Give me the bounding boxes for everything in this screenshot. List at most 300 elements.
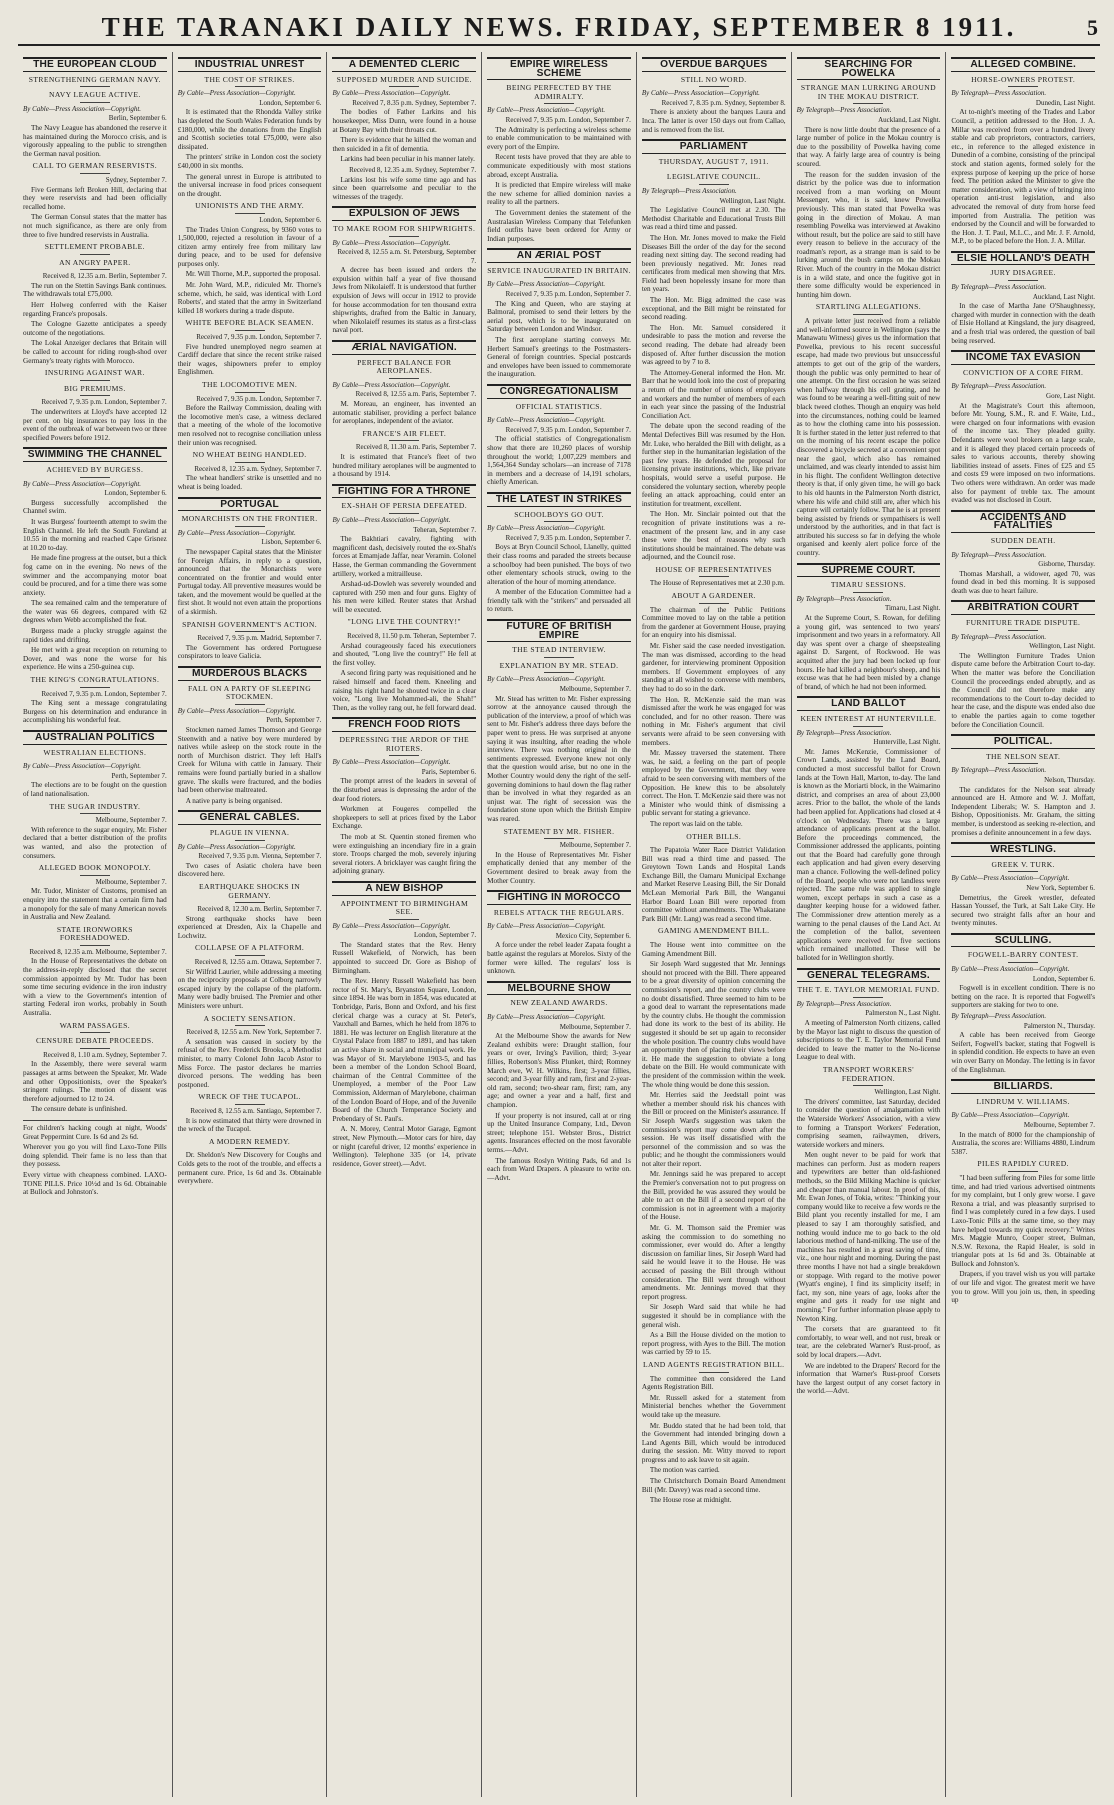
paragraph: The Cologne Gazette anticipates a speedy outcome of the negotiations. — [23, 320, 167, 337]
byline: By Cable—Press Association—Copyright. — [641, 89, 760, 98]
dateline: Received 8, 12.35 a.m. Berlin, September 7. — [42, 272, 167, 281]
subheading: INSURING AGAINST WAR. — [23, 369, 167, 381]
advertisement — [23, 1120, 167, 1197]
paragraph: In the House of Representatives Mr. Fisher emphatically denied that any member of the Government desired to break away from the Mother Country. — [487, 850, 631, 885]
subheading: CALL TO GERMAN RESERVISTS. — [23, 162, 167, 174]
paragraph: At to-night's meeting of the Trades and Labor Council, a petition addressed to the Hon. J. A. Millar was received from over a hundred livery stable and cab proprietors, contractors, carriers, etc., in reference to the alleged existence in Dunedin of a combine, consisting of the principal stock and station agents, formed solely for the express purpose of keeping up the price of horse feed. The petition asked the Minister to give the matter consideration, with a view of bringing into operation anti-trust legislation, and also advocated the removal of duty from horse feed imported from Australia. The petition was endorsed by the Council and will be forwarded to the Hon. J. T. Paul, M.L.C., and Mr. J. F. Arnold, M.P., to be placed before the Hon. J. A. Millar. — [951, 108, 1096, 246]
paragraph: Mr. Stead has written to Mr. Fisher expressing sorrow at the annoyance caused through the publication of the interview, a proof of which was sent to Mr. Fisher's address three days before the paper went to press. He was surprised at anyone saying it was insulting, after reading the whole interview. There was nothing original in the sentiments expressed. Everyone knew not only that the question would arise, but no one in the Mother Country would deny the right of the self-governing dominions to haul down the flag rather than be involved in what they regarded as an unjust war. The right of secession was the foundation stone upon which the British Empire was reared. — [487, 694, 631, 823]
dateline: Received 7, 8.35 p.m. Sydney, September 8. — [661, 98, 786, 107]
article — [642, 57, 786, 134]
subheading: FURNITURE TRADE DISPUTE. — [951, 619, 1095, 631]
paragraph: Mr. Tudor, Minister of Customs, promised an enquiry into the statement that a certain firm had a monopoly for the sale of many American novels in Australia and New Zealand. — [23, 887, 167, 922]
dateline: Wellington, Last Night. — [719, 196, 786, 205]
byline: By Telegraph—Press Association. — [951, 89, 1047, 98]
dateline: London, September 7. — [413, 931, 477, 940]
paragraph: The first aeroplane starting conveys Mr. Herbert Samuel's greetings to the Postmasters-General of foreign countries. Special postcards and envelopes have been issued to commemorate the inauguration. — [487, 336, 631, 379]
dateline: London, September 6. — [259, 98, 322, 107]
article — [487, 981, 631, 1110]
article-heading: PORTUGAL — [178, 497, 322, 512]
article-heading: PARLIAMENT — [642, 139, 786, 154]
article-heading: ELSIE HOLLAND'S DEATH — [951, 251, 1095, 266]
paragraph: A cable has been received from George Seifert, Fogwell's backer, stating that Fogwell is in splendid condition. He expects to have an even win over Barry on Monday. The letting is in favor of the Englishman. — [951, 1031, 1096, 1074]
paragraph: The candidates for the Nelson seat already announced are H. Atmore and W. J. Moffatt, Independent Liberals; W. S. Hampton and J. Bishop, Oppositionists. Mr. Graham, the sitting member, is understood as seeking re-election, and promises a definite announcement in a few days. — [951, 785, 1096, 837]
article-heading: THE LATEST IN STRIKES — [487, 492, 631, 507]
dateline: Teheran, September 7. — [413, 525, 477, 534]
paragraph: Burgess successfully accomplished the Channel swim. — [23, 498, 167, 516]
paragraph: The run on the Stettin Savings Bank continues. The withdrawals total £75,000. — [23, 281, 167, 299]
subheading: GAMING AMENDMENT BILL. — [642, 927, 786, 939]
paragraph: The Hon. Mr. Bigg admitted the case was exceptional, and the Bill might be reinstated for second reading. — [641, 296, 786, 322]
dateline: Palmerston N., Thursday. — [1023, 1021, 1096, 1030]
paragraph: There is anxiety about the barques Laura and Inca. The latter is over 150 days out from Callao, and is removed from the list. — [641, 108, 786, 134]
paragraph: The censure debate is unfinished. — [31, 1105, 127, 1114]
paragraph: The debate upon the second reading of the Mental Defectives Bill was resumed by the Hon. Mr. Luke, who heralded the Bill with delight, as a further step in the humanitarian legislation of the past few years. He defended the proposal for licensing private institutions, which, like private hospitals, would serve a useful purpose. He considered the voluntary section, whereby people feeling an attack approaching, could enter an institution for treatment, excellent. — [641, 422, 786, 508]
paragraph: Mr. John Ward, M.P., ridiculed Mr. Thorne's scheme, which, he said, was identical with Lord Roberts', and stated that the army in Switzerland killed 18 workers during a trade dispute. — [177, 281, 322, 315]
article — [951, 1079, 1095, 1305]
subheading: NEW ZEALAND AWARDS. — [487, 999, 631, 1011]
paragraph: The reason for the sudden invasion of the district by the police was due to information received from a man working on Mount Messenger, who, it is said, knew Powelka previously. This man stated that Powelka was going in the direction of Mokau. A man resembling Powelka was interviewed at Awakino without result, but the police are said to still have every reason to believe in the accuracy of the roadman's report, as a strange man is said to be lurking around the bush camps on the Mokau River. Much of the country in the Mokau district is in a wild state, and once the fugitive got in there some difficulty would be experienced in hunting him down. — [796, 170, 941, 299]
paragraph: It is estimated that the Rhondda Valley strike has depleted the South Wales Federation funds by £180,000, while the donations from the English and Scottish societies total £75,000, were also dissipated. — [177, 108, 322, 151]
subheading: SETTLEMENT PROBABLE. — [23, 243, 167, 255]
subheading: WESTRALIAN ELECTIONS. — [23, 749, 167, 761]
paragraph: It is estimated that France's fleet of two hundred military aeroplanes will be augmented to a thousand by 1914. — [332, 452, 477, 479]
byline: By Cable—Press Association—Copyright. — [332, 921, 451, 930]
dateline: Sydney, September 7. — [105, 175, 167, 184]
subheading: COLLAPSE OF A PLATFORM. — [178, 944, 322, 956]
paragraph: The report was laid on the table. — [649, 819, 743, 828]
article — [178, 497, 322, 662]
paragraph: Mr. Russell asked for a statement from Ministerial benches whether the Government would take up the measure. — [641, 1393, 786, 1419]
paragraph: Stockmen named James Thomson and George Steenwith and a native boy were murdered by natives while asleep on the stock route in the north of Murchison district. They left Hall's Creek for Wiluna with cattle in January. Their remains were found partially buried in a shallow grave. The skulls were fractured, and the bodies had been otherwise maltreated. — [177, 726, 322, 795]
paragraph: Mr. Herries said the Jeedstall point was whether a member should risk his chances with the Bill or proceed on the Minister's assurance. If Sir Joseph Ward's suggestion was taken the commission's report may come down after the session. He was itself dissatisfied with the personnel of the commission and so was the public; and he thought the commissioners would not alter their report. — [641, 1091, 786, 1168]
article-heading: A NEW BISHOP — [332, 881, 476, 896]
paragraph: The underwriters at Lloyd's have accepted 12 per cent. on big insurances to pay loss in the event of the outbreak of war between two or three specified Powers before 1912. — [23, 408, 167, 442]
paragraph: The Wellington Furniture Trades Union dispute came before the Arbitration Court to-day. When the matter was before the Conciliation Council the proceedings ended abruptly, and as the Council did not therefore make any recommendations to the Court to-day decided to hear the case, and the dispute was ended also due to enable the parties again to come together before the Conciliation Council. — [951, 651, 1096, 729]
byline: By Telegraph—Press Association. — [951, 550, 1047, 559]
paragraph: A native party is being organised. — [185, 796, 283, 805]
subheading: MONARCHISTS ON THE FRONTIER. — [178, 515, 322, 527]
paragraph: Mr. James McKenzie, Commissioner of Crown Lands, assisted by the Land Board, conducted a most successful ballot for Crown lands at the Town Hall, Marton, to-day. The land is known as the Moriarti block, in the Waimarino district, and comprises an area of about 23,000 acres. Prior to the ballot, the whole of the lands had been applied for. Applications had closed at 4 o'clock on Wednesday. There was a large attendance of applicants present at the ballot. Before the proceedings commenced, the Commissioner addressed the applicants, pointing out that the Board had carefully gone through each application and had given every deserving man a chance. Following the well-defined policy of the Board, people who were not landless were rejected. The same rule was applied to single women, except perhaps in such a case as a daughter keeping house for a widowed father. The Commissioner drew attention merely as a warning to the penal clauses of the Land Act. At the completion of the ballot, seventeen applications were received for five sections which remained unallotted. These will be balloted for in Wellington shortly. — [796, 747, 941, 962]
subheading: HOUSE OF REPRESENTATIVES — [642, 566, 786, 578]
dateline: Gisborne, Thursday. — [1038, 560, 1096, 569]
subheading: EARTHQUAKE SHOCKS IN GERMANY. — [178, 883, 322, 903]
paragraph: The Hon. Mr. Samuel considered it undesirable to pass the motion and reverse the second reading. The debate had already been disposed of. After further discussion the motion was agreed to by 7 to 8. — [641, 323, 786, 367]
dateline: Wellington, Last Night. — [1029, 642, 1096, 651]
paragraph: Men ought never to be paid for work that machines can perform. Just as modern reapers and typewriters are better than old-fashioned methods, so the Bild Milking Machine is quicker and cheaper than manual labour. In proof of this, Mr. Ewan Jones, of Tokia, writes: "Thinking your company would like to receive a few words re the Bild plant you recently installed for me, I am pleased to say I am thoroughly satisfied, and nothing would induce me to go back to the old laborious method of hand-milking. The use of the machines has resulted in a great saving of time, viz., one hour night and morning. During the past three months I have not had a single breakdown or stoppage. With regard to the motive power (Wyatt's engine), I find its simplicity itself; in fact, my son, nine years of age, looks after the engine and gets it ready for use night and morning." For further information please apply to Newton King. — [796, 1151, 941, 1323]
page-number: 5 — [1087, 15, 1098, 40]
byline: By Cable—Press Association—Copyright. — [332, 380, 451, 389]
dateline: Received 7, 9.35 p.m. London, September 7. — [41, 398, 167, 407]
dateline: Received 7, 9.35 p.m. London, September 7. — [505, 533, 631, 542]
paragraph: Five hundred unemployed negro seamen at Cardiff declare that since the recent strike raised their wages, shipowners prefer to employ Englishmen. — [177, 342, 322, 377]
article — [332, 57, 476, 201]
dateline: Melbourne, September 7. — [95, 877, 167, 886]
dateline: Lisbon, September 6. — [261, 538, 322, 547]
paragraph: The corsets that are guaranteed to fit comfortably, to wear well, and not rust, break or tear, are the celebrated Warner's Rust-proof, as sold by local drapers.—Advt. — [796, 1325, 941, 1359]
article-heading: MURDEROUS BLACKS — [178, 666, 322, 681]
paragraph: He met with a great reception on returning to Dover, and was none the worse for his experience. He wins a 250-guinea cup. — [23, 646, 167, 672]
paragraph: The bodies of Father Larkins and his housekeeper, Miss Dunn, were found in a house at Botany Bay with their throats cut. — [332, 108, 477, 134]
dateline: New York, September 6. — [1026, 883, 1096, 892]
paragraph: It is predicted that Empire wireless will make the new scheme for allied dominion navies a reality to all the partners. — [487, 181, 631, 207]
paragraph: The motion was carried. — [649, 1466, 720, 1475]
subheading: TRANSPORT WORKERS' FEDERATION. — [797, 1066, 941, 1086]
dateline: Hunterville, Last Night. — [873, 738, 941, 747]
byline: By Cable—Press Association—Copyright. — [23, 762, 142, 771]
byline: By Cable—Press Association—Copyright. — [487, 1013, 606, 1022]
dateline: Perth, September 7. — [266, 716, 322, 725]
paragraph: Boys at Bryn Council School, Llanelly, quitted their class rooms and paraded the streets because a schoolboy had been punished. The boys of two other elementary schools struck, owing to the alteration of the hour of morning attendance. — [487, 543, 631, 586]
paragraph: The Christchurch Domain Board Amendment Bill (Mr. Davey) was read a second time. — [641, 1477, 786, 1494]
subheading: HORSE-OWNERS PROTEST. — [951, 76, 1095, 88]
article-heading: INCOME TAX EVASION — [951, 350, 1095, 365]
article — [951, 350, 1095, 505]
paragraph: It was Burgess' fourteenth attempt to swim the English Channel. He left the South Foreland at 10.55 in the morning and reached Cape Grisnez at 10.20 to-day. — [23, 517, 167, 552]
article-heading: SCULLING. — [951, 933, 1095, 948]
byline: By Cable—Press Association—Copyright. — [951, 965, 1070, 974]
byline: By Cable—Press Association—Copyright. — [177, 89, 296, 98]
dateline: Melbourne, September 7. — [559, 685, 631, 694]
masthead-title: THE TARANAKI DAILY NEWS. FRIDAY, SEPTEMBER 8 1911. — [101, 12, 1017, 42]
subheading: FRANCE'S AIR FLEET. — [332, 430, 476, 442]
subheading: EXPLANATION BY MR. STEAD. — [487, 662, 631, 674]
subheading: THE LOCOMOTIVE MEN. — [178, 381, 322, 393]
dateline: Received 8, 12.35 a.m. Melbourne, September 7. — [29, 947, 167, 956]
dateline: Received 7, 9.35 p.m. Vienna, September 7. — [198, 852, 322, 861]
column — [792, 52, 947, 1797]
dateline: Auckland, Last Night. — [878, 115, 941, 124]
paragraph: The Standard states that the Rev. Henry Russell Wakefield, of Norwich, has been appointed to succeed Dr. Gore as Bishop of Birmingham. — [332, 940, 477, 975]
article — [797, 696, 941, 962]
byline: By Cable—Press Association—Copyright. — [487, 524, 606, 533]
dateline: Received 8, 11.30 a.m. Paris, September 7. — [355, 443, 477, 452]
byline: By Cable—Press Association—Copyright. — [332, 515, 451, 524]
dateline: Received 8, 1.10 a.m. Sydney, September 7. — [43, 1050, 167, 1059]
subheading: STILL NO WORD. — [642, 76, 786, 88]
paragraph: Mr. G. M. Thomson said the Premier was asking the commission to do something no commissioner, ever would do. After a lengthy discussion on familiar lines, Sir Joseph Ward had said he would leave it to the House. He was accused of passing the Bill through without consideration. The Bill went through without amendments. Mr. Jennings moved that they report progress. — [641, 1224, 786, 1301]
paragraph: The elections are to be fought on the question of land nationalisation. — [23, 781, 167, 798]
byline: By Cable—Press Association—Copyright. — [177, 842, 296, 851]
dateline: Received 7, 9.35 p.m. London, September 7. — [41, 689, 167, 698]
column — [482, 52, 637, 1797]
paragraph: Burgess made a plucky struggle against the rapid tides and drifting. — [23, 627, 167, 644]
byline: By Telegraph—Press Association. — [951, 766, 1047, 775]
byline: By Cable—Press Association—Copyright. — [332, 758, 451, 767]
byline: By Cable—Press Association—Copyright. — [951, 874, 1070, 883]
paragraph: The Lokal Anzeiger declares that Britain will be called to account for riding rough-shod over Germany's treaty rights with Morocco. — [23, 339, 167, 365]
dateline: Received 7, 9.35 p.m. London, September 7. — [196, 333, 322, 342]
paragraph: The wheat handlers' strike is unsettled and no wheat is being loaded. — [177, 474, 322, 491]
subheading: THE T. E. TAYLOR MEMORIAL FUND. — [797, 986, 941, 998]
article-heading: GENERAL TELEGRAMS. — [797, 968, 941, 983]
dateline: Received 8, 12.55 a.m. Paris, September 7. — [355, 390, 477, 399]
paragraph: Arshad-ud-Dowleh was severely wounded and captured with 250 men and four guns. Eighty of his men were killed. Reuter states that Arshad will be executed. — [332, 580, 477, 614]
dateline: Nelson, Thursday. — [1044, 775, 1096, 784]
paragraph: In the case of Martha Jane O'Shaughnessy, charged with murder in connection with the death of Elsie Holland at Kingsland, the jury disagreed, and a fresh trial was ordered, the question of bail being reserved. — [951, 302, 1096, 345]
article — [332, 717, 476, 876]
paragraph: A sensation was caused in society by the refusal of the Rev. Frederick Brooks, a Methodist minister, to marry Colonel John Jacob Astor to Miss Force. The pastor declares he marries divorced persons. The wedding has been postponed. — [177, 1037, 322, 1089]
subheading: REBELS ATTACK THE REGULARS. — [487, 909, 631, 921]
paragraph: Demetrius, the Greek wrestler, defeated Hassan Youssef, the Turk, at Salt Lake City. He secured two straight falls after an hour and twenty minutes. — [951, 893, 1096, 928]
subheading: NAVY LEAGUE ACTIVE. — [23, 91, 167, 103]
subheading: THURSDAY, AUGUST 7, 1911. — [642, 158, 786, 170]
dateline: London, September 6. — [104, 489, 167, 498]
paragraph: The committee then considered the Land Agents Registration Bill. — [641, 1374, 786, 1392]
subheading: "LONG LIVE THE COUNTRY!" — [332, 618, 476, 630]
subheading: GREEK V. TURK. — [951, 861, 1095, 873]
dateline: Auckland, Last Night. — [1032, 292, 1096, 301]
paragraph: Larkins had been peculiar in his manner lately. — [340, 155, 475, 164]
article-heading: MELBOURNE SHOW — [487, 981, 631, 996]
paragraph: The House rose at midnight. — [649, 1496, 732, 1505]
paragraph: As a Bill the House divided on the motion to report progress, with Ayes to the Bill. The motion was carried by 59 to 15. — [641, 1331, 786, 1357]
article — [487, 619, 631, 885]
paragraph: The House went into committee on the Gaming Amendment Bill. — [641, 941, 786, 958]
dateline: Received 7, 8.35 p.m. Sydney, September 7. — [352, 98, 477, 107]
article-heading: SEARCHING FOR POWELKA — [797, 57, 941, 80]
paragraph: The Navy League has abandoned the reserve it has maintained during the Morocco crisis, and is vigorously appealing to the public to strengthen the German naval position. — [23, 123, 167, 158]
paragraph: In the match of 8000 for the championship of Australia, the scores are: Williams 4880, Lindrum 5387. — [951, 1130, 1096, 1156]
byline: By Telegraph—Press Association. — [796, 728, 892, 737]
article — [487, 492, 631, 614]
ad-text: Wherever you go you will find Laxo-Tone Pills doing splendid. Their fame is no less than that they possess. — [23, 1143, 167, 1169]
subheading: THE SUGAR INDUSTRY. — [23, 803, 167, 815]
dateline: Melbourne, September 7. — [559, 841, 631, 850]
subheading: THE COST OF STRIKES. — [178, 76, 322, 88]
article — [23, 57, 167, 442]
article-heading: EMPIRE WIRELESS SCHEME — [487, 57, 631, 80]
paragraph: The House of Representatives met at 2.30 p.m. — [649, 579, 785, 588]
paragraph: The Government denies the statement of the Australasian Wireless Company that Telefunken field outfits have been ordered for Army or Indian purposes. — [487, 208, 631, 243]
dateline: Received 8, 12.35 a.m. Sydney, September 7. — [349, 165, 477, 174]
ad-text: For children's hacking cough at night, Woods' Great Peppermint Cure. Is 6d and 2s 6d. — [23, 1123, 167, 1141]
dateline: Received 7, 9.35 p.m. London, September 7. — [505, 425, 631, 434]
column — [18, 52, 173, 1797]
article-heading: WRESTLING. — [951, 842, 1095, 857]
paragraph: Herr Holweg conferred with the Kaiser regarding France's proposals. — [23, 301, 167, 318]
column — [173, 52, 328, 1797]
byline: By Telegraph—Press Association. — [951, 632, 1047, 641]
paragraph: The Hon. R. McKenzie said the man was dismissed after the work he was engaged for was concluded, and for no other reason. There was nothing in Mr. Fisher's argument that civil servants were afraid to be seen conversing with members. — [641, 695, 786, 747]
article — [332, 881, 476, 1123]
article-heading: ACCIDENTS AND FATALITIES — [951, 510, 1095, 533]
dateline: Paris, September 6. — [421, 767, 477, 776]
subheading: STATE IRONWORKS FORESHADOWED. — [23, 926, 167, 946]
dateline: Timaru, Last Night. — [884, 604, 941, 613]
paragraph: Sir Wilfrid Laurier, while addressing a meeting on the reciprocity proposals at Colborg narrowly escaped injury by the collapse of the platform. Many were badly bruised. The Premier and other Ministers were unhurt. — [177, 967, 322, 1011]
paragraph: The printers' strike in London cost the society £40,000 in six months. — [177, 153, 322, 170]
subheading: ALLEGED BOOK MONOPOLY. — [23, 864, 167, 876]
paragraph: The drivers' committee, last Saturday, decided to consider the question of amalgamation with the Waterside Workers' Association, with a view to forming a Transport Workers' Federation, comprising seamen, railwaymen, drivers, waterside workers and miners. — [796, 1097, 941, 1149]
paragraph: We are indebted to the Drapers' Record for the information that Warner's Rust-proof Corsets have the largest output of any corset factory in the world.—Advt. — [796, 1361, 941, 1396]
subheading: APPOINTMENT TO BIRMINGHAM SEE. — [332, 900, 476, 920]
subheading: SPANISH GOVERNMENT'S ACTION. — [178, 621, 322, 633]
subheading: SERVICE INAUGURATED IN BRITAIN. — [487, 267, 631, 279]
paragraph: The Hon. Mr. Jones moved to make the Field Diseases Bill the order of the day for the second reading next sitting day. The second reading had been previously negatived. Mr. Jones read certificates from medical men showing that Mrs. Field had been hopelessly insane for more than ten years. — [641, 233, 786, 294]
dateline: Received 8, 12.55 a.m. New York, September 7. — [186, 1028, 322, 1037]
dateline: Received 8, 12.35 a.m. Sydney, September 7. — [194, 464, 322, 473]
dateline: Gore, Last Night. — [1046, 392, 1096, 400]
subheading: ABOUT A GARDENER. — [642, 592, 786, 604]
article — [951, 510, 1095, 596]
article — [487, 57, 631, 243]
paragraph: A private letter just received from a reliable and well-informed source in Wellington (says the Manawatu Witness) gives us the information that Powelka, previous to his recent successful escape, had made two previous but unsuccessful attempts to get out of the grip of the warders, though the public was only permitted to hear of one attempt. On the first occasion he was seized when halfway through his cell grating, and he was found to be wearing a well-fitting suit of new black tweed clothes. Though an enquiry was held into the circumstances, nothing could be learned as to how the clothing came into his possession. It is further stated in the letter just referred to that on the morning of his recent escape the police discovered a bicycle secreted at a convenient spot near the gaol, which also has remained unclaimed, and was clearly intended to assist him in his flight. The confident Wellington detective theory is that, if only given time, he will go back to his old haunts in the Palmerston North district, where his wife and child still are, after which his capture will certainly follow. That he is at present being assisted by friends or sympathisers is well understood by the authorities, and in that fact is attributed his success so far in defying the whole organised and keenly alert police force of the country. — [796, 317, 941, 558]
article-heading: ARBITRATION COURT — [951, 600, 1095, 615]
paragraph: A second firing party was requisitioned and he raised himself and faced them. Kneeling and raising his right hand he shouted twice in a clear voice, "Long live Mohammed-ali, the Shah!" Then, as the volley rang out, he fell forward dead. — [332, 669, 477, 712]
paragraph: Mr. Fisher said the case needed investigation. The man was dismissed, according to the head gardener, for interviewing prominent Opposition members. If Government employees of any standing at all wished to converse with members, they had to do so in the dark. — [641, 642, 786, 693]
subheading: PERFECT BALANCE FOR AEROPLANES. — [332, 359, 476, 379]
dateline: Received 8, 12.55 a.m. Ottawa, September 7. — [194, 958, 322, 967]
subheading: FOGWELL-BARRY CONTEST. — [951, 951, 1095, 963]
dateline: Received 8, 12.55 a.m. St. Petersburg, September 7. — [337, 248, 477, 265]
article-heading: LAND BALLOT — [797, 696, 941, 711]
dateline: Received 7, 9.35 p.m. London, September 7. — [505, 290, 631, 299]
paragraph: The German Consul states that the matter has not much significance, as there are only from three to five hundred reservists in Australia. — [23, 213, 167, 239]
byline: By Telegraph—Press Association. — [796, 594, 892, 603]
subheading: AN ANGRY PAPER. — [23, 259, 167, 271]
article-heading: POLITICAL. — [951, 734, 1095, 749]
article — [23, 447, 167, 725]
subheading: ACHIEVED BY BURGESS. — [23, 466, 167, 478]
paragraph: M. Moreau, an engineer, has invented an automatic stabiliser, providing a perfect balance for aeroplanes, independent of the aviator. — [332, 400, 477, 426]
paragraph: In the House of Representatives the debate on the address-in-reply disclosed that the secret commission appointed by Mr. Tudor has been some time securing evidence in the iron industry with a view to the Government's intention of starting Federal iron works, probably in South Australia. — [23, 957, 167, 1018]
article — [487, 384, 631, 487]
article — [487, 890, 631, 976]
dateline: Received 8, 12.30 a.m. Berlin, September 7. — [197, 905, 322, 914]
subheading: STRENGTHENING GERMAN NAVY. — [23, 76, 167, 88]
byline: By Telegraph—Press Association. — [951, 283, 1047, 292]
article — [797, 57, 941, 558]
subheading: EX-SHAH OF PERSIA DEFEATED. — [332, 502, 476, 514]
subheading: BEING PERFECTED BY THE ADMIRALTY. — [487, 84, 631, 104]
paragraph: Five Germans left Broken Hill, declaring that they were reservists and had been officially recalled home. — [23, 185, 167, 211]
article-heading: BILLIARDS. — [951, 1079, 1095, 1094]
dateline: Wellington, Last Night. — [874, 1088, 941, 1097]
subheading: THE KING'S CONGRATULATIONS. — [23, 676, 167, 688]
paragraph: At the Melbourne Show the awards for New Zealand exhibits were: Draught stallion, four years or over, Irving's Pavilion, third; 3-year fillies, Robertson's Miss Plunket, third; Romney March ewe, W. H. Wilkins, first; 3-year fillies, second; and 3-year filly and ram, first and 2-year-old ram, second; two-shear ram, first; ram, any age; and owner a year and a half, first and champion. — [487, 1032, 631, 1109]
subheading: STATEMENT BY MR. FISHER. — [487, 828, 631, 840]
paragraph: "I had been suffering from Piles for some little time, and had tried various advertised ointments for my complaint, but I only grew worse. I gave Rexona a trial, and was pleasantly surprised to find I was completely cured in a few days. I used Laxo-Tonic Pills at the same time, so they may have helped towards my quick recovery." Writes Mrs. Maggie Munro, Cooper street, Bulman, N.S.W. Rexona, the Rapid Healer, is sold in triangular pots at 1s 6d and 3s. Obtainable at Bullock and Johnston's. — [951, 1173, 1096, 1268]
byline: By Telegraph—Press Association. — [641, 186, 737, 195]
article-heading: ÆRIAL NAVIGATION. — [332, 340, 476, 355]
subheading: OFFICIAL STATISTICS. — [487, 403, 631, 415]
byline: By Telegraph—Press Association. — [796, 999, 892, 1008]
byline: By Cable—Press Association—Copyright. — [23, 479, 142, 488]
column — [946, 52, 1100, 1797]
paragraph: Arshad courageously faced his executioners and shouted, "Long live the country!" He fell at the first volley. — [332, 641, 477, 667]
paragraph: Sir Joseph Ward said that while he had suggested it should be in compliance with the general wish. — [641, 1303, 786, 1329]
paragraph: Mr. Massey traversed the statement. There was, he said, a feeling on the part of people employed by the Government, that they were afraid to be seen conversing with members of the Opposition. He knew this to be absolutely correct. The Hon. T. McKenzie said there was not a Minister who would think of dismissing a public servant for stating a grievance. — [641, 749, 786, 818]
dateline: London, September 6. — [1032, 974, 1096, 983]
subheading: DEPRESSING THE ARDOR OF THE RIOTERS. — [332, 736, 476, 756]
article — [797, 563, 941, 692]
paragraph: The general unrest in Europe is attributed to the universal increase in food prices consequent on the drought. — [177, 172, 322, 198]
paragraph: If your property is not insured, call at or ring up the United Insurance Company, Ltd., Devon street; telephone 151. Webster Bros., District agents. Insurances effected on the most favorable terms.—Advt. — [487, 1111, 631, 1154]
paragraph: Before the Railway Commission, dealing with the locomotive men's case, a witness declared that a meeting of the whole of the locomotive men resolved not to recognise conciliation unless their union was recognised. — [177, 404, 322, 447]
paragraph: The Rev. Henry Russell Wakefield has been rector of St. Mary's, Bryanston Square, London, since 1894. He was born in 1854, was educated at Tonbridge, Paris, Bonn and Oxford, and his first clerical charge was a curacy at St. Peter's, Vauxhall and Barnes, which he held from 1876 to 1881. He was lecturer on English literature at the Crystal Palace from 1887 to 1891, and has taken an active share in social and municipal work. He was Mayor of St. Marylebone 1903-5, and has been a member of the London School Board, chairman of the Central Committee of the Unemployed, a member of the Poor Law Commission, Alderman of Marylebone, chairman of the London Board of Hope, and of the Juvenile Board of the Church Temperance Society and Prebendary of St. Paul's. — [332, 977, 477, 1123]
byline: By Cable—Press Association—Copyright. — [487, 922, 606, 931]
dateline: Mexico City, September 6. — [555, 931, 631, 940]
subheading: A SOCIETY SENSATION. — [178, 1015, 322, 1027]
subheading: THE NELSON SEAT. — [951, 753, 1095, 765]
subheading: UNIONISTS AND THE ARMY. — [178, 202, 322, 214]
article — [951, 933, 1095, 1074]
paragraph: With reference to the sugar enquiry, Mr. Fisher declared that a better distribution of the profits was wanted, and also the protection of consumers. — [23, 825, 167, 860]
article — [951, 734, 1095, 837]
paragraph: Sir Joseph Ward suggested that Mr. Jennings should not proceed with the Bill. There appeared to be a great diversity of opinion concerning the commission's report, and the country clubs were no doubt dissatisfied. Three seemed to him to be a good deal to warrant the representations made by the country clubs. He thought the commission had done its work to the best of its ability. He suggested it should be set up again to reconsider the whole position. The country clubs would have an opportunity then of placing their views before it. He made the suggestion to obviate a long debate on the Bill. He would communicate with the president of the commission within the week. The whole thing would be done this session. — [641, 960, 786, 1089]
article — [487, 1112, 631, 1183]
article-heading: THE EUROPEAN CLOUD — [23, 57, 167, 72]
paragraph: A force under the rebel leader Zapata fought a battle against the regulars at Morelos. Sixty of the former were killed. The regulars' loss is unknown. — [487, 941, 631, 976]
paragraph: Workmen at Fougeres compelled the shopkeepers to sell at prices fixed by the Labor Exchange. — [332, 805, 477, 831]
paragraph: A meeting of Palmerston North citizens, called by the Mayor last night to discuss the question of subscriptions to the T. E. Taylor Memorial Fund decided to leave the matter to the No-license League to deal with. — [796, 1018, 941, 1062]
dateline: Melbourne, September 7. — [95, 816, 167, 825]
paragraph: There is evidence that he killed the woman and then suicided in a fit of dementia. — [332, 136, 477, 153]
paragraph: A decree has been issued and orders the expulsion within half a year of five thousand Jews from Nikolaieff. It is understood that further expulsion of Jews will occur in 1912 to provide for house accommodation for ten thousand extra shipwrights, drafted from the Baltic in January, when Nikolaieff resumes its status as a first-class naval port. — [332, 266, 477, 335]
subheading: SCHOOLBOYS GO OUT. — [487, 511, 631, 523]
subheading: LEGISLATIVE COUNCIL. — [642, 173, 786, 185]
dateline: Melbourne, September 7. — [559, 1022, 631, 1031]
paragraph: Recent tests have proved that they are able to communicate expeditiously with most stations abroad, except Australia. — [487, 153, 631, 179]
byline: By Cable—Press Association—Copyright. — [487, 106, 606, 115]
paragraph: The sea remained calm and the temperature of the water was 66 degrees, compared with 62 degrees when Webb accomplished the feat. — [23, 599, 167, 625]
byline: By Telegraph—Press Association. — [796, 106, 892, 115]
subheading: TO MAKE ROOM FOR SHIPWRIGHTS. — [332, 225, 476, 237]
byline: By Cable—Press Association—Copyright. — [23, 104, 142, 113]
article-heading: CONGREGATIONALISM — [487, 384, 631, 399]
paragraph: The Attorney-General informed the Hon. Mr. Barr that he would look into the cost of preparing a return of the number of unions of employers and workers and the number of members of each in each year since the passing of the Industrial Conciliation Act. — [641, 368, 786, 420]
subheading: CONVICTION OF A CORE FIRM. — [951, 369, 1095, 381]
paragraph: At the Supreme Court, S. Rowan, for defiling a young girl, was sentenced to two years' imprisonment and two years in a reformatory. All day was spent over a charge of sheepstealing against D. Sargent, of Rockwood. He was acquitted after the jury had been locked up four hours. He had killed a neighbour's sheep, and his excuse was that he had been misled by a change of brand, of which he had not been informed. — [796, 614, 941, 691]
article — [178, 666, 322, 805]
article — [23, 730, 167, 1114]
article — [332, 340, 476, 479]
subheading: PILES RAPIDLY CURED. — [951, 1160, 1095, 1172]
subheading: STRANGE MAN LURKING AROUND IN THE MOKAU DISTRICT. — [797, 84, 941, 104]
article — [797, 968, 941, 1396]
subheading: THE STEAD INTERVIEW. — [487, 646, 631, 658]
byline: By Cable—Press Association—Copyright. — [487, 416, 606, 425]
paragraph: The chairman of the Public Petitions Committee moved to lay on the table a petition from the gardener at Government House, praying for an enquiry into his dismissal. — [641, 605, 786, 640]
article-heading: SUPREME COURT. — [797, 563, 941, 578]
paragraph: He made fine progress at the outset, but a thick fog came on in the evening. No news of the swimmer and the accompanying motor boat could be procured, and for a time there was some anxiety. — [23, 554, 167, 597]
dateline: Received 7, 9.35 p.m. Madrid, September 7. — [197, 634, 322, 643]
article — [951, 600, 1095, 729]
article-heading: SWIMMING THE CHANNEL — [23, 447, 167, 462]
byline: By Cable—Press Association—Copyright. — [332, 238, 451, 247]
dateline: Received 8, 11.50 p.m. Teheran, September 7. — [347, 632, 477, 641]
ad-text: Every virtue with cheapness combined. LAXO-TONE PILLS. Price 10½d and 1s 6d. Obtainable at Bullock and Johnston's. — [23, 1170, 167, 1197]
paragraph: Drapers, if you travel wish us you will partake of our life and vigor. The greatest merit we have you to grow. Will you join us, then, in speeding up — [951, 1270, 1096, 1305]
article — [332, 1125, 476, 1168]
column — [327, 52, 482, 1797]
subheading: JURY DISAGREE. — [951, 269, 1095, 281]
subheading: TIMARU SESSIONS. — [797, 581, 941, 593]
paragraph: The King sent a message congratulating Burgess on his determination and endurance in accomplishing his wonderful feat. — [23, 699, 167, 725]
subheading: LINDRUM V. WILLIAMS. — [951, 1098, 1095, 1110]
paragraph: The Trades Union Congress, by 9360 votes to 1,500,000, rejected a resolution in favour of a citizen army entirely free from military law during peace, and to be used for defensive purposes only. — [177, 225, 322, 268]
article-heading: AUSTRALIAN POLITICS — [23, 730, 167, 745]
article-heading: INDUSTRIAL UNREST — [178, 57, 322, 72]
article — [332, 206, 476, 335]
subheading: SUPPOSED MURDER AND SUICIDE. — [332, 76, 476, 88]
subheading: SUDDEN DEATH. — [951, 537, 1095, 549]
subheading: LAND AGENTS REGISTRATION BILL. — [642, 1361, 786, 1373]
paragraph: It is now estimated that thirty were drowned in the wreck of the Tucapol. — [177, 1116, 322, 1134]
paragraph: The famous Roslyn Writing Pads, 6d and 1s each from Ward Drapers. A pleasure to write on.—Advt. — [487, 1156, 631, 1182]
dateline: Received 7, 9.35 p.m. London, September 7. — [505, 115, 631, 124]
article — [951, 842, 1095, 928]
